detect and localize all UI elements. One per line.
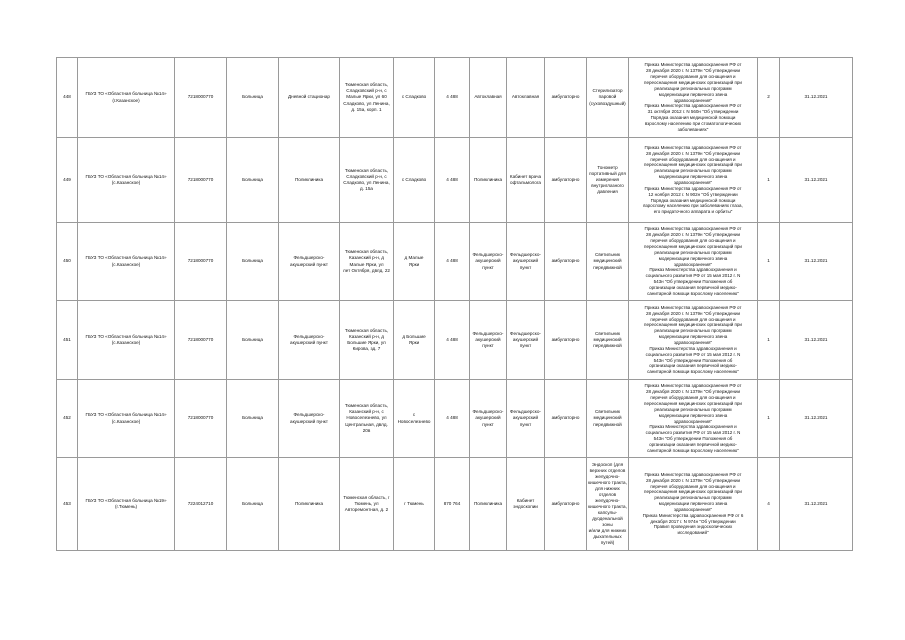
organization-name-cell: ГБУЗ ТО «Областная больница №14» (с.Казанское) (78, 301, 175, 380)
inn-cell: 7224012710 (175, 458, 227, 551)
row-number-cell: 453 (57, 458, 78, 551)
organization-type-cell: Больница (227, 58, 279, 138)
deadline-date-cell: 31.12.2021 (780, 301, 853, 380)
row-number-cell: 448 (57, 58, 78, 138)
table-row (57, 58, 853, 138)
population-cell: 870 764 (435, 458, 470, 551)
address-cell: Тюменская область, Сладковский р-н, с Малые Ярки, ул 60 Сладково, ул Ленина, д. 15а, корп. 1 (340, 58, 394, 138)
care-condition-cell: амбулаторно (545, 138, 587, 223)
quantity-cell: 1 (758, 138, 780, 223)
legal-basis-cell: Приказ Министерства здравоохранения РФ от 28 декабря 2020 г. N 1379н "Об утверждении перечня оборудования для оснащения и переоснащения медицинских организаций при реализации региональных программ модернизации первичного звена здравоохранения" Приказ Министерства здравоохранения и социального развития РФ от 15 мая 2012 г. N 543н "Об утверждении Положения об организации оказания первичной медико- санитарной помощи взрослому населению" (629, 223, 758, 301)
care-condition-cell: амбулаторно (545, 458, 587, 551)
department-cell: Фельдшерско- акушерский пункт (470, 380, 507, 458)
care-condition-cell: амбулаторно (545, 301, 587, 380)
department-cell: Автоклавная (470, 58, 507, 138)
subdivision-cell: Фельдшерско- акушерский пункт (279, 223, 340, 301)
inn-cell: 7218000770 (175, 223, 227, 301)
quantity-cell: 1 (758, 223, 780, 301)
organization-type-cell: Больница (227, 380, 279, 458)
equipment-cell: Светильник медицинский передвижной (587, 223, 629, 301)
settlement-cell: д Большие Ярки (394, 301, 435, 380)
address-cell: Тюменская область, Казанский р-н, д Малые Ярки, ул лет Октября, двлд. 22 (340, 223, 394, 301)
room-cell: Фельдшерско- акушерский пункт (507, 380, 545, 458)
subdivision-cell: Фельдшерско- акушерский пункт (279, 301, 340, 380)
legal-basis-cell: Приказ Министерства здравоохранения РФ от 28 декабря 2020 г. N 1379н "Об утверждении перечня оборудования для оснащения и переоснащения медицинских организаций при реализации региональных программ модернизации первичного звена здравоохранения" Приказ Министерства здравоохранения и социального развития РФ от 15 мая 2012 г. N 543н "Об утверждении Положения об организации оказания первичной медико- санитарной помощи взрослому населению" (629, 380, 758, 458)
population-cell: 4 488 (435, 301, 470, 380)
deadline-date-cell: 31.12.2021 (780, 223, 853, 301)
organization-name-cell: ГБУЗ ТО «Областная больница №14» (с.Казанское) (78, 223, 175, 301)
quantity-cell: 2 (758, 58, 780, 138)
address-cell: Тюменская область, Сладковский р-н, с Сладково, ул Ленина, д. 15а (340, 138, 394, 223)
row-number-cell: 452 (57, 380, 78, 458)
inn-cell: 7218000770 (175, 301, 227, 380)
subdivision-cell: Дневной стационар (279, 58, 340, 138)
organization-type-cell: Больница (227, 301, 279, 380)
quantity-cell: 4 (758, 458, 780, 551)
settlement-cell: с Сладково (394, 138, 435, 223)
care-condition-cell: амбулаторно (545, 58, 587, 138)
table-row (57, 301, 853, 380)
table-row (57, 380, 853, 458)
inn-cell: 7218000770 (175, 138, 227, 223)
department-cell: Фельдшерско- акушерский пункт (470, 301, 507, 380)
department-cell: Фельдшерско- акушерский пункт (470, 223, 507, 301)
row-number-cell: 451 (57, 301, 78, 380)
room-cell: Автоклавная (507, 58, 545, 138)
population-cell: 4 488 (435, 380, 470, 458)
equipment-cell: Эндоскоп (для верхних отделов желудочно- кишечного тракта, для нижних отделов желудочно- кишечного тракта, капсулы- дуоденальной зоны и/или для нижних дыхательных путей) (587, 458, 629, 551)
subdivision-cell: Фельдшерско- акушерский пункт (279, 380, 340, 458)
equipment-cell: Светильник медицинский передвижной (587, 301, 629, 380)
department-cell: Поликлиника (470, 138, 507, 223)
room-cell: Кабинет эндоскопии (507, 458, 545, 551)
care-condition-cell: амбулаторно (545, 223, 587, 301)
population-cell: 4 488 (435, 138, 470, 223)
inn-cell: 7218000770 (175, 58, 227, 138)
organization-type-cell: Больница (227, 458, 279, 551)
organization-name-cell: ГБУЗ ТО «Областная больница №14» (с.Казанское) (78, 380, 175, 458)
quantity-cell: 1 (758, 380, 780, 458)
address-cell: Тюменская область, г Тюмень, ул Авторемонтная, д. 2 (340, 458, 394, 551)
row-number-cell: 450 (57, 223, 78, 301)
legal-basis-cell: Приказ Министерства здравоохранения РФ от 28 декабря 2020 г. N 1379н "Об утверждении перечня оборудования для оснащения и переоснащения медицинских организаций при реализации региональных программ модернизации первичного звена здравоохранения" Приказ Министерства здравоохранения РФ от 31 октября 2012 г. N 560н "Об утверждении Порядка оказания медицинской помощи взрослому населению при стоматологических заболеваниях" (629, 58, 758, 138)
department-cell: Поликлиника (470, 458, 507, 551)
organization-name-cell: ГБУЗ ТО «Областная больница №19» (г.Тюмень) (78, 458, 175, 551)
legal-basis-cell: Приказ Министерства здравоохранения РФ от 28 декабря 2020 г. N 1379н "Об утверждении перечня оборудования для оснащения и переоснащения медицинских организаций при реализации региональных программ модернизации первичного звена здравоохранения" Приказ Министерства здравоохранения РФ от 12 ноября 2012 г. N 902н "Об утверждении Порядка оказания медицинской помощи взрослому населению при заболеваниях глаза, его придаточного аппарата и орбиты" (629, 138, 758, 223)
room-cell: Фельдшерско- акушерский пункт (507, 223, 545, 301)
legal-basis-cell: Приказ Министерства здравоохранения РФ от 28 декабря 2020 г. N 1379н "Об утверждении перечня оборудования для оснащения и переоснащения медицинских организаций при реализации региональных программ модернизации первичного звена здравоохранения" Приказ Министерства здравоохранения и социального развития РФ от 15 мая 2012 г. N 543н "Об утверждении Положения об организации оказания первичной медико- санитарной помощи взрослому населению" (629, 301, 758, 380)
organization-name-cell: ГБУЗ ТО «Областная больница №14» (г.Казанское) (78, 58, 175, 138)
room-cell: Фельдшерско- акушерский пункт (507, 301, 545, 380)
address-cell: Тюменская область, Казанский р-н, с Новоселезнево, ул Центральная, двлд. 20в (340, 380, 394, 458)
settlement-cell: д Малые Ярки (394, 223, 435, 301)
settlement-cell: с Новоселезнево (394, 380, 435, 458)
organization-type-cell: Больница (227, 138, 279, 223)
row-number-cell: 449 (57, 138, 78, 223)
organization-type-cell: Больница (227, 223, 279, 301)
table-row (57, 223, 853, 301)
legal-basis-cell: Приказ Министерства здравоохранения РФ от 28 декабря 2020 г. N 1379н "Об утверждении перечня оборудования для оснащения и переоснащения медицинских организаций при реализации региональных программ модернизации первичного звена здравоохранения" Приказ Министерства здравоохранения РФ от 6 декабря 2017 г. N 974н "Об утверждении Правил проведения эндоскопических исследований" (629, 458, 758, 551)
inn-cell: 7218000770 (175, 380, 227, 458)
settlement-cell: г Тюмень (394, 458, 435, 551)
address-cell: Тюменская область, Казанский р-н, д Большие Ярки, ул Кирова, зд. 7 (340, 301, 394, 380)
table-row (57, 458, 853, 551)
population-cell: 4 488 (435, 223, 470, 301)
table-row (57, 138, 853, 223)
care-condition-cell: амбулаторно (545, 380, 587, 458)
equipment-table (56, 57, 853, 551)
subdivision-cell: Поликлиника (279, 138, 340, 223)
quantity-cell: 1 (758, 301, 780, 380)
settlement-cell: с Сладково (394, 58, 435, 138)
subdivision-cell: Поликлиника (279, 458, 340, 551)
equipment-cell: Стерилизатор паровой (суховоздушный) (587, 58, 629, 138)
organization-name-cell: ГБУЗ ТО «Областная больница №14» (с.Казанское) (78, 138, 175, 223)
deadline-date-cell: 31.12.2021 (780, 58, 853, 138)
population-cell: 4 488 (435, 58, 470, 138)
room-cell: Кабинет врача офтальмолога (507, 138, 545, 223)
equipment-cell: Светильник медицинский передвижной (587, 380, 629, 458)
deadline-date-cell: 31.12.2021 (780, 458, 853, 551)
deadline-date-cell: 31.12.2021 (780, 138, 853, 223)
equipment-cell: Тонометр портативный для измерения внутриглазного давления (587, 138, 629, 223)
deadline-date-cell: 31.12.2021 (780, 380, 853, 458)
